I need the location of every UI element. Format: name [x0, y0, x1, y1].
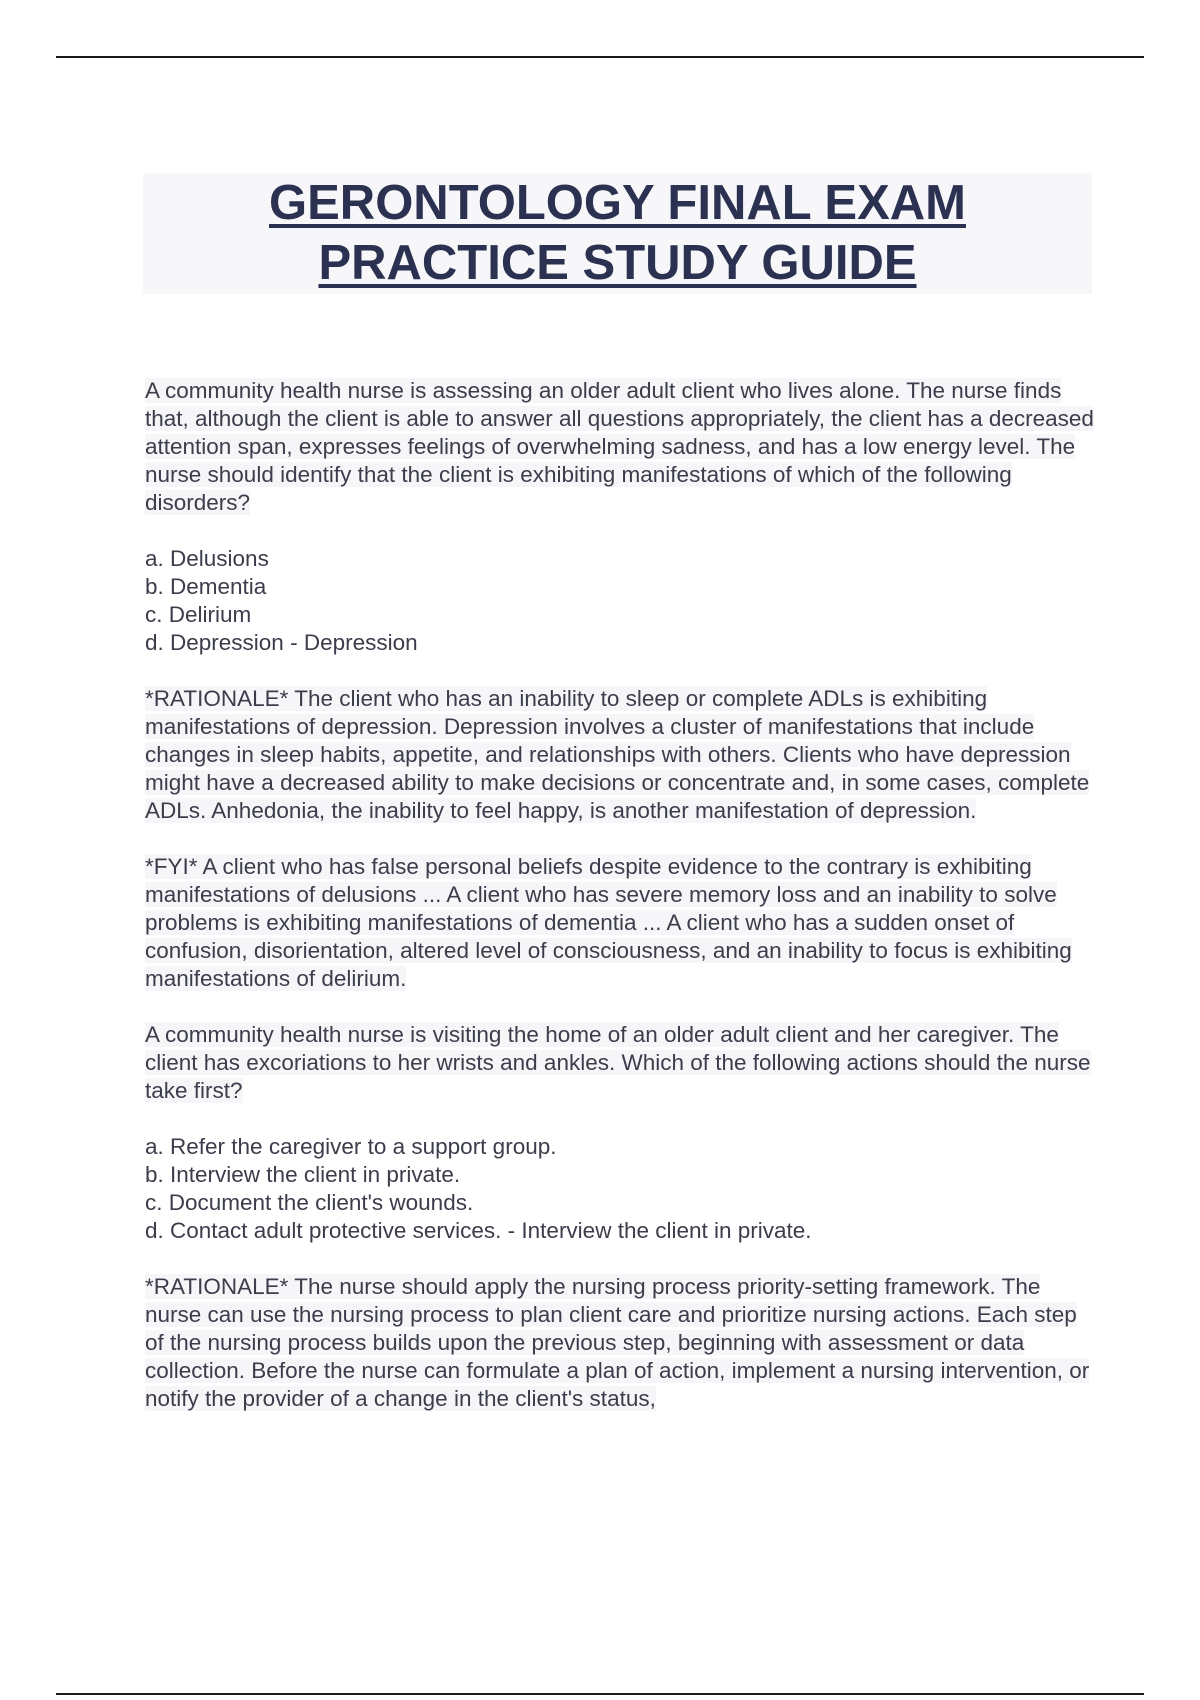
question-2-stem: A community health nurse is visiting the home of an older adult client and her caregiver. The client has excoriations to her wrists and ankles. Which of the following actions should the nurse take first? [145, 1022, 1091, 1103]
question-2-rationale: *RATIONALE* The nurse should apply the nursing process priority-setting framework. The nurse can use the nursing process to plan client care and prioritize nursing actions. Each step of the nursing process builds upon the previous step, beginning with assessment or data collection. Before the nurse can formulate a plan of action, implement a nursing intervention, or notify the provider of a change in the client's status, [145, 1274, 1090, 1411]
bottom-rule [56, 1693, 1144, 1695]
question-1-option-b: b. Dementia [145, 574, 267, 599]
question-2-option-d: d. Contact adult protective services. - Interview the client in private. [145, 1218, 812, 1243]
question-1-options [145, 545, 1095, 657]
title-line-2: PRACTICE STUDY GUIDE [318, 236, 917, 290]
top-rule [56, 56, 1144, 58]
question-1-option-c: c. Delirium [145, 602, 252, 627]
title-block [143, 173, 1092, 294]
question-1-option-a: a. Delusions [145, 546, 269, 571]
question-2-option-c: c. Document the client's wounds. [145, 1190, 474, 1215]
question-2-option-b: b. Interview the client in private. [145, 1162, 461, 1187]
document-body [145, 377, 1095, 1441]
question-2-options [145, 1133, 1095, 1245]
question-2-option-a: a. Refer the caregiver to a support group. [145, 1134, 557, 1159]
question-1-stem: A community health nurse is assessing an older adult client who lives alone. The nurse finds that, although the client is able to answer all questions appropriately, the client has a decreased attention span, expresses feelings of overwhelming sadness, and has a low energy level. The nurse should identify that the client is exhibiting manifestations of which of the following disorders? [145, 378, 1094, 515]
title-line-1: GERONTOLOGY FINAL EXAM [269, 176, 966, 230]
question-1-option-d: d. Depression - Depression [145, 630, 418, 655]
question-1-rationale: *RATIONALE* The client who has an inability to sleep or complete ADLs is exhibiting manifestations of depression. Depression involves a cluster of manifestations that include changes in sleep habits, appetite, and relationships with others. Clients who have depression might have a decreased ability to make decisions or concentrate and, in some cases, complete ADLs. Anhedonia, the inability to feel happy, is another manifestation of depression. [145, 686, 1090, 823]
question-1-fyi: *FYI* A client who has false personal beliefs despite evidence to the contrary is exhibiting manifestations of delusions ... A client who has severe memory loss and an inability to solve problems is exhibiting manifestations of dementia ... A client who has a sudden onset of confusion, disorientation, altered level of consciousness, and an inability to focus is exhibiting manifestations of delirium. [145, 854, 1072, 991]
